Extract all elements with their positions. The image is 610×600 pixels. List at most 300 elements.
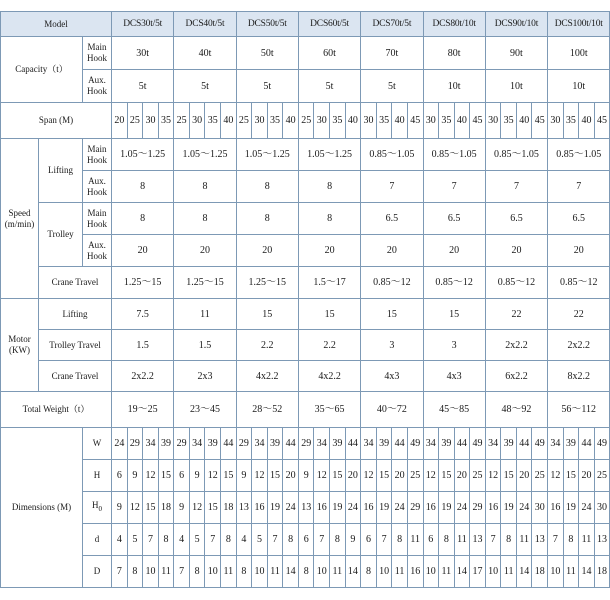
motor-trolley-travel-value: 1.5 xyxy=(112,330,174,361)
span-value: 35 xyxy=(158,103,174,139)
motor-crane-travel-value: 4x2.2 xyxy=(298,361,360,392)
dim-d-small-value: 7 xyxy=(376,524,392,556)
span-value: 35 xyxy=(563,103,579,139)
speed-trolley-main-value: 6.5 xyxy=(361,203,423,235)
span-value: 40 xyxy=(345,103,361,139)
dim-h0-value: 18 xyxy=(221,492,237,524)
dim-d-big-value: 10 xyxy=(252,556,268,588)
motor-lifting-value: 15 xyxy=(361,299,423,330)
speed-trolley-aux-value: 20 xyxy=(361,235,423,267)
span-label: Span (M) xyxy=(1,103,112,139)
main-hook-label: Main Hook xyxy=(83,37,112,70)
dim-w-value: 34 xyxy=(143,428,159,460)
speed-trolley-aux-value: 20 xyxy=(423,235,485,267)
dim-w-value: 34 xyxy=(361,428,377,460)
span-value: 30 xyxy=(189,103,205,139)
dim-d-small-value: 9 xyxy=(345,524,361,556)
dim-h-value: 20 xyxy=(516,460,532,492)
dim-d-small-value: 4 xyxy=(174,524,190,556)
dimensions-label: Dimensions (M) xyxy=(1,428,83,588)
total-weight-value: 35～65 xyxy=(298,392,360,428)
span-value: 30 xyxy=(143,103,159,139)
dim-d-big-value: 8 xyxy=(189,556,205,588)
model-name: DCS80t/10t xyxy=(423,12,485,37)
dim-h-value: 15 xyxy=(376,460,392,492)
dim-h0-value: 30 xyxy=(594,492,610,524)
dim-h0-value: 29 xyxy=(407,492,423,524)
speed-label: Speed (m/min) xyxy=(1,139,39,299)
motor-crane-travel-value: 2x2.2 xyxy=(112,361,174,392)
dim-h0-letter: H xyxy=(92,500,99,511)
dim-d-small-value: 13 xyxy=(532,524,548,556)
dim-d-big-value: 11 xyxy=(158,556,174,588)
dim-h-value: 15 xyxy=(439,460,455,492)
dim-d-small-value: 4 xyxy=(112,524,128,556)
capacity-label: Capacity（t） xyxy=(1,37,83,103)
speed-lifting-main-value: 1.05～1.25 xyxy=(112,139,174,171)
speed-lifting-aux-value: 8 xyxy=(112,171,174,203)
dim-d-big-label: D xyxy=(83,556,112,588)
dim-h-value: 15 xyxy=(158,460,174,492)
total-weight-value: 19～25 xyxy=(112,392,174,428)
span-value: 40 xyxy=(516,103,532,139)
motor-crane-travel-value: 6x2.2 xyxy=(485,361,547,392)
dim-d-small-value: 11 xyxy=(579,524,595,556)
dim-h-value: 15 xyxy=(221,460,237,492)
capacity-aux-value: 5t xyxy=(236,70,298,103)
model-name: DCS90t/10t xyxy=(485,12,547,37)
dim-h0-value: 15 xyxy=(143,492,159,524)
dim-d-big-value: 14 xyxy=(579,556,595,588)
capacity-aux-value: 5t xyxy=(174,70,236,103)
aux-hook-label: Aux. Hook xyxy=(83,171,112,203)
dim-w-value: 39 xyxy=(330,428,346,460)
speed-trolley-aux-value: 20 xyxy=(236,235,298,267)
speed-lifting-main-value: 0.85～1.05 xyxy=(361,139,423,171)
speed-trolley-aux-value: 20 xyxy=(174,235,236,267)
speed-lifting-main-value: 1.05～1.25 xyxy=(236,139,298,171)
dim-d-small-value: 5 xyxy=(252,524,268,556)
total-weight-value: 28～52 xyxy=(236,392,298,428)
speed-crane-travel-value: 1.25～15 xyxy=(236,267,298,299)
span-value: 40 xyxy=(454,103,470,139)
motor-lifting-value: 15 xyxy=(236,299,298,330)
dim-d-small-value: 6 xyxy=(361,524,377,556)
dim-w-value: 34 xyxy=(548,428,564,460)
dim-d-small-value: 5 xyxy=(189,524,205,556)
motor-trolley-travel-value: 1.5 xyxy=(174,330,236,361)
dim-h0-value: 9 xyxy=(174,492,190,524)
dim-d-small-value: 11 xyxy=(516,524,532,556)
speed-lifting-aux-value: 8 xyxy=(174,171,236,203)
dim-w-value: 39 xyxy=(563,428,579,460)
speed-lifting-main-value: 0.85～1.05 xyxy=(485,139,547,171)
span-value: 35 xyxy=(501,103,517,139)
dim-h-value: 12 xyxy=(143,460,159,492)
dim-h-value: 15 xyxy=(267,460,283,492)
dim-h-value: 20 xyxy=(345,460,361,492)
dim-d-big-value: 8 xyxy=(361,556,377,588)
dim-h-value: 12 xyxy=(548,460,564,492)
motor-trolley-travel-label: Trolley Travel xyxy=(39,330,112,361)
dim-w-value: 39 xyxy=(267,428,283,460)
dim-d-small-value: 7 xyxy=(314,524,330,556)
dim-d-small-value: 6 xyxy=(298,524,314,556)
dim-h0-value: 30 xyxy=(532,492,548,524)
dim-d-small-value: 7 xyxy=(267,524,283,556)
dim-d-small-value: 6 xyxy=(423,524,439,556)
span-value: 40 xyxy=(283,103,299,139)
dim-h-value: 15 xyxy=(501,460,517,492)
speed-crane-travel-value: 0.85～12 xyxy=(423,267,485,299)
span-value: 45 xyxy=(407,103,423,139)
total-weight-value: 48～92 xyxy=(485,392,547,428)
speed-trolley-label: Trolley xyxy=(39,203,83,267)
dim-h-label: H xyxy=(83,460,112,492)
dim-w-label: W xyxy=(83,428,112,460)
dim-h0-value: 16 xyxy=(252,492,268,524)
span-value: 40 xyxy=(392,103,408,139)
dim-d-big-value: 11 xyxy=(330,556,346,588)
dim-h-value: 6 xyxy=(112,460,128,492)
speed-crane-travel-value: 1.5～17 xyxy=(298,267,360,299)
span-value: 25 xyxy=(174,103,190,139)
dim-d-big-value: 16 xyxy=(407,556,423,588)
dim-h-value: 25 xyxy=(407,460,423,492)
dim-h-value: 12 xyxy=(423,460,439,492)
model-name: DCS100t/10t xyxy=(548,12,610,37)
dim-d-big-value: 11 xyxy=(439,556,455,588)
speed-crane-travel-value: 1.25～15 xyxy=(174,267,236,299)
dim-d-big-value: 11 xyxy=(563,556,579,588)
capacity-main-value: 30t xyxy=(112,37,174,70)
dim-d-big-value: 7 xyxy=(174,556,190,588)
span-value: 35 xyxy=(267,103,283,139)
speed-lifting-label: Lifting xyxy=(39,139,83,203)
dim-h0-value: 12 xyxy=(189,492,205,524)
span-value: 25 xyxy=(236,103,252,139)
span-value: 35 xyxy=(439,103,455,139)
dim-w-value: 34 xyxy=(423,428,439,460)
speed-crane-travel-value: 0.85～12 xyxy=(361,267,423,299)
dim-w-value: 29 xyxy=(127,428,143,460)
motor-lifting-value: 11 xyxy=(174,299,236,330)
dim-w-value: 44 xyxy=(345,428,361,460)
dim-h0-value: 24 xyxy=(345,492,361,524)
motor-lifting-value: 22 xyxy=(485,299,547,330)
dim-h-value: 20 xyxy=(392,460,408,492)
capacity-main-value: 70t xyxy=(361,37,423,70)
speed-trolley-main-value: 8 xyxy=(174,203,236,235)
speed-trolley-aux-value: 20 xyxy=(548,235,610,267)
aux-hook-label: Aux. Hook xyxy=(83,70,112,103)
dim-w-value: 39 xyxy=(158,428,174,460)
dim-d-big-value: 7 xyxy=(112,556,128,588)
dim-d-small-value: 8 xyxy=(283,524,299,556)
dim-d-small-value: 11 xyxy=(454,524,470,556)
model-name: DCS70t/5t xyxy=(361,12,423,37)
dim-w-value: 29 xyxy=(174,428,190,460)
total-weight-value: 40～72 xyxy=(361,392,423,428)
dim-d-big-value: 14 xyxy=(283,556,299,588)
dim-h-value: 12 xyxy=(314,460,330,492)
dim-d-small-value: 4 xyxy=(236,524,252,556)
dim-h0-value: 16 xyxy=(423,492,439,524)
dim-w-value: 44 xyxy=(392,428,408,460)
speed-trolley-main-value: 6.5 xyxy=(423,203,485,235)
dim-w-value: 29 xyxy=(298,428,314,460)
dim-d-small-value: 8 xyxy=(439,524,455,556)
dim-h-value: 12 xyxy=(252,460,268,492)
total-weight-value: 45～85 xyxy=(423,392,485,428)
dim-d-small-value: 8 xyxy=(501,524,517,556)
capacity-main-value: 100t xyxy=(548,37,610,70)
speed-trolley-main-value: 8 xyxy=(112,203,174,235)
capacity-aux-value: 10t xyxy=(423,70,485,103)
dim-d-small-value: 13 xyxy=(594,524,610,556)
dim-h0-value: 19 xyxy=(330,492,346,524)
span-value: 30 xyxy=(314,103,330,139)
dim-h-value: 25 xyxy=(594,460,610,492)
dim-w-value: 44 xyxy=(516,428,532,460)
span-value: 30 xyxy=(548,103,564,139)
speed-lifting-aux-value: 7 xyxy=(361,171,423,203)
dim-h0-label xyxy=(83,492,112,524)
speed-lifting-aux-value: 8 xyxy=(298,171,360,203)
dim-d-big-value: 10 xyxy=(423,556,439,588)
dim-w-value: 29 xyxy=(236,428,252,460)
span-value: 45 xyxy=(470,103,486,139)
speed-trolley-main-value: 8 xyxy=(236,203,298,235)
dim-d-big-value: 11 xyxy=(392,556,408,588)
dim-d-big-value: 11 xyxy=(221,556,237,588)
capacity-aux-value: 5t xyxy=(112,70,174,103)
span-value: 25 xyxy=(127,103,143,139)
span-value: 20 xyxy=(112,103,128,139)
speed-trolley-main-value: 6.5 xyxy=(548,203,610,235)
dim-h-value: 15 xyxy=(330,460,346,492)
dim-h-value: 6 xyxy=(174,460,190,492)
span-value: 45 xyxy=(532,103,548,139)
dim-d-big-value: 14 xyxy=(454,556,470,588)
motor-trolley-travel-value: 2x2.2 xyxy=(548,330,610,361)
speed-crane-travel-label: Crane Travel xyxy=(39,267,112,299)
dim-w-value: 24 xyxy=(112,428,128,460)
dim-d-big-value: 11 xyxy=(267,556,283,588)
dim-w-value: 49 xyxy=(470,428,486,460)
dim-w-value: 44 xyxy=(579,428,595,460)
dim-w-value: 39 xyxy=(205,428,221,460)
dim-h0-value: 29 xyxy=(470,492,486,524)
dim-h0-value: 19 xyxy=(563,492,579,524)
capacity-aux-value: 5t xyxy=(298,70,360,103)
span-value: 30 xyxy=(485,103,501,139)
dim-d-big-value: 17 xyxy=(470,556,486,588)
dim-d-big-value: 10 xyxy=(485,556,501,588)
crane-spec-table xyxy=(0,11,610,588)
span-value: 30 xyxy=(423,103,439,139)
capacity-aux-value: 10t xyxy=(485,70,547,103)
motor-crane-travel-value: 4x2.2 xyxy=(236,361,298,392)
speed-lifting-aux-value: 7 xyxy=(548,171,610,203)
dim-w-value: 34 xyxy=(189,428,205,460)
dim-w-value: 39 xyxy=(439,428,455,460)
speed-trolley-aux-value: 20 xyxy=(298,235,360,267)
dim-h0-value: 16 xyxy=(361,492,377,524)
dim-w-value: 49 xyxy=(532,428,548,460)
speed-crane-travel-value: 0.85～12 xyxy=(485,267,547,299)
capacity-main-value: 40t xyxy=(174,37,236,70)
span-value: 40 xyxy=(579,103,595,139)
dim-h0-value: 24 xyxy=(516,492,532,524)
speed-lifting-aux-value: 8 xyxy=(236,171,298,203)
motor-crane-travel-value: 2x3 xyxy=(174,361,236,392)
dim-h0-value: 19 xyxy=(376,492,392,524)
dim-h-value: 9 xyxy=(236,460,252,492)
dim-h-value: 20 xyxy=(579,460,595,492)
capacity-main-value: 90t xyxy=(485,37,547,70)
capacity-main-value: 60t xyxy=(298,37,360,70)
dim-w-value: 49 xyxy=(594,428,610,460)
speed-trolley-main-value: 8 xyxy=(298,203,360,235)
total-weight-label: Total Weight（t） xyxy=(1,392,112,428)
speed-lifting-main-value: 1.05～1.25 xyxy=(298,139,360,171)
speed-trolley-aux-value: 20 xyxy=(485,235,547,267)
dim-w-value: 44 xyxy=(283,428,299,460)
dim-w-value: 44 xyxy=(454,428,470,460)
dim-w-value: 34 xyxy=(314,428,330,460)
speed-trolley-aux-value: 20 xyxy=(112,235,174,267)
dim-w-value: 44 xyxy=(221,428,237,460)
dim-d-big-value: 11 xyxy=(501,556,517,588)
dim-d-big-value: 8 xyxy=(127,556,143,588)
dim-d-small-value: 11 xyxy=(407,524,423,556)
dim-d-big-value: 10 xyxy=(143,556,159,588)
dim-d-small-value: 13 xyxy=(470,524,486,556)
dim-h0-value: 13 xyxy=(236,492,252,524)
span-value: 30 xyxy=(252,103,268,139)
dim-d-small-value: 8 xyxy=(158,524,174,556)
speed-lifting-main-value: 0.85～1.05 xyxy=(548,139,610,171)
dim-d-small-value: 8 xyxy=(221,524,237,556)
speed-lifting-aux-value: 7 xyxy=(485,171,547,203)
dim-h-value: 25 xyxy=(470,460,486,492)
motor-lifting-value: 15 xyxy=(298,299,360,330)
dim-d-big-value: 10 xyxy=(205,556,221,588)
dim-d-big-value: 14 xyxy=(345,556,361,588)
dim-h0-subscript: 0 xyxy=(98,504,103,513)
dim-d-small-value: 7 xyxy=(205,524,221,556)
capacity-main-value: 80t xyxy=(423,37,485,70)
dim-w-value: 34 xyxy=(252,428,268,460)
dim-h0-value: 24 xyxy=(579,492,595,524)
dim-h0-value: 16 xyxy=(485,492,501,524)
dim-h-value: 12 xyxy=(485,460,501,492)
model-name: DCS60t/5t xyxy=(298,12,360,37)
motor-lifting-value: 15 xyxy=(423,299,485,330)
total-weight-value: 56～112 xyxy=(548,392,610,428)
speed-crane-travel-value: 0.85～12 xyxy=(548,267,610,299)
motor-trolley-travel-value: 2.2 xyxy=(236,330,298,361)
motor-crane-travel-value: 8x2.2 xyxy=(548,361,610,392)
model-name: DCS40t/5t xyxy=(174,12,236,37)
dim-d-small-value: 5 xyxy=(127,524,143,556)
dim-d-small-value: 8 xyxy=(330,524,346,556)
motor-lifting-value: 22 xyxy=(548,299,610,330)
dim-w-value: 34 xyxy=(485,428,501,460)
speed-trolley-main-value: 6.5 xyxy=(485,203,547,235)
dim-w-value: 39 xyxy=(376,428,392,460)
speed-crane-travel-value: 1.25～15 xyxy=(112,267,174,299)
motor-trolley-travel-value: 2.2 xyxy=(298,330,360,361)
dim-h0-value: 16 xyxy=(548,492,564,524)
dim-h0-value: 24 xyxy=(283,492,299,524)
motor-crane-travel-value: 4x3 xyxy=(361,361,423,392)
dim-h-value: 12 xyxy=(361,460,377,492)
dim-d-big-value: 10 xyxy=(314,556,330,588)
dim-d-big-value: 10 xyxy=(548,556,564,588)
dim-h0-value: 16 xyxy=(314,492,330,524)
dim-d-small-value: 8 xyxy=(392,524,408,556)
span-value: 35 xyxy=(376,103,392,139)
dim-h0-value: 19 xyxy=(501,492,517,524)
dim-d-small-value: 7 xyxy=(485,524,501,556)
dim-d-big-value: 14 xyxy=(516,556,532,588)
dim-h0-value: 19 xyxy=(439,492,455,524)
motor-lifting-value: 7.5 xyxy=(112,299,174,330)
dim-d-big-value: 8 xyxy=(298,556,314,588)
dim-h-value: 9 xyxy=(189,460,205,492)
motor-crane-travel-label: Crane Travel xyxy=(39,361,112,392)
dim-h0-value: 9 xyxy=(112,492,128,524)
speed-lifting-main-value: 1.05～1.25 xyxy=(174,139,236,171)
main-hook-label: Main Hook xyxy=(83,203,112,235)
motor-lifting-label: Lifting xyxy=(39,299,112,330)
span-value: 40 xyxy=(221,103,237,139)
capacity-aux-value: 5t xyxy=(361,70,423,103)
speed-lifting-main-value: 0.85～1.05 xyxy=(423,139,485,171)
speed-lifting-aux-value: 7 xyxy=(423,171,485,203)
dim-h-value: 20 xyxy=(454,460,470,492)
total-weight-value: 23～45 xyxy=(174,392,236,428)
dim-h-value: 12 xyxy=(205,460,221,492)
model-header: Model xyxy=(1,12,112,37)
dim-d-small-value: 8 xyxy=(563,524,579,556)
dim-w-value: 39 xyxy=(501,428,517,460)
span-value: 35 xyxy=(330,103,346,139)
motor-label: Motor (KW) xyxy=(1,299,39,392)
dim-d-big-value: 18 xyxy=(532,556,548,588)
dim-h0-value: 18 xyxy=(158,492,174,524)
dim-h-value: 15 xyxy=(563,460,579,492)
dim-d-small-value: 7 xyxy=(548,524,564,556)
dim-d-small-label: d xyxy=(83,524,112,556)
dim-d-big-value: 10 xyxy=(376,556,392,588)
dim-h-value: 25 xyxy=(532,460,548,492)
dim-d-big-value: 8 xyxy=(236,556,252,588)
motor-trolley-travel-value: 2x2.2 xyxy=(485,330,547,361)
motor-crane-travel-value: 4x3 xyxy=(423,361,485,392)
dim-h0-value: 24 xyxy=(392,492,408,524)
model-name: DCS30t/5t xyxy=(112,12,174,37)
span-value: 35 xyxy=(205,103,221,139)
span-value: 25 xyxy=(298,103,314,139)
span-value: 30 xyxy=(361,103,377,139)
dim-h0-value: 15 xyxy=(205,492,221,524)
capacity-main-value: 50t xyxy=(236,37,298,70)
dim-h-value: 20 xyxy=(283,460,299,492)
span-value: 45 xyxy=(594,103,610,139)
